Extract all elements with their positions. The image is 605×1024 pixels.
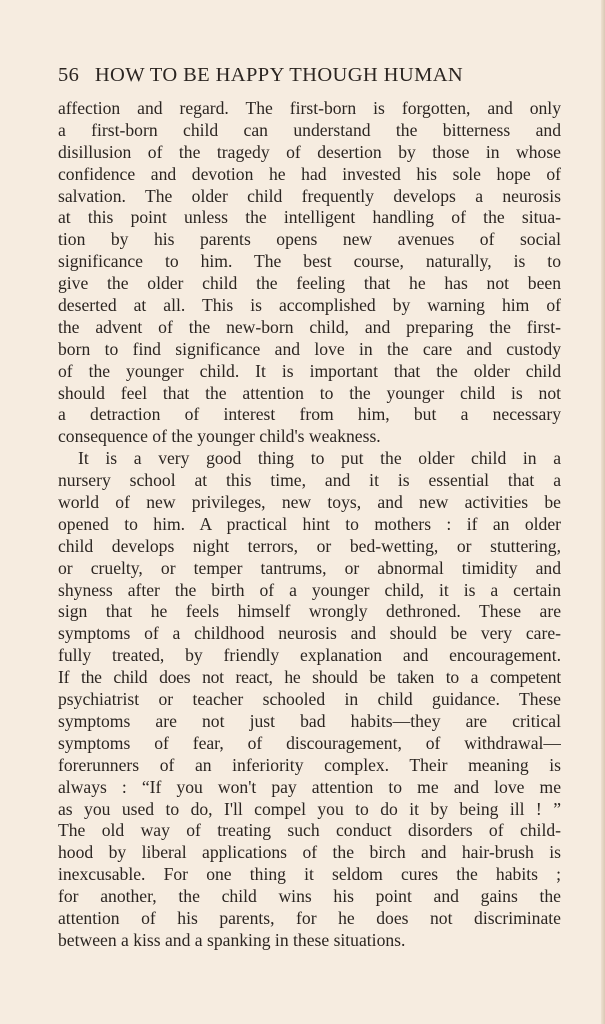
text-line: a detraction of interest from him, but a necessary: [58, 404, 561, 425]
text-line: world of new privileges, new toys, and new activities be: [58, 492, 561, 513]
text-line: inexcusable. For one thing it seldom cures the habits ;: [58, 864, 561, 885]
text-line-paragraph-end: consequence of the younger child's weakness.: [58, 426, 381, 447]
text-line-paragraph-end: between a kiss and a spanking in these situations.: [58, 929, 406, 950]
text-line: shyness after the birth of a younger child, it is a certain: [58, 579, 561, 600]
text-line: attention of his parents, for he does not discriminate: [58, 907, 561, 928]
text-line: symptoms are not just bad habits—they are critical: [58, 710, 561, 731]
text-line-paragraph-start: It is a very good thing to put the older child in a: [78, 448, 561, 469]
text-line: tion by his parents opens new avenues of social: [58, 229, 561, 250]
running-header: [58, 64, 558, 92]
text-line: hood by liberal applications of the birch and hair-brush is: [58, 842, 561, 863]
text-line: sign that he feels himself wrongly dethroned. These are: [58, 601, 561, 622]
text-line: symptoms of fear, of discouragement, of withdrawal—: [58, 732, 561, 753]
text-line: always : “If you won't pay attention to me and love me: [58, 776, 561, 797]
text-line: as you used to do, I'll compel you to do it by being ill ! ”: [58, 798, 561, 819]
text-line: disillusion of the tragedy of desertion by those in whose: [58, 141, 561, 162]
text-line: symptoms of a childhood neurosis and should be very care-: [58, 623, 561, 644]
text-line: forerunners of an inferiority complex. Their meaning is: [58, 754, 561, 775]
text-line: child develops night terrors, or bed-wetting, or stuttering,: [58, 535, 561, 556]
text-line: a first-born child can understand the bitterness and: [58, 119, 561, 140]
text-line: of the younger child. It is important that the older child: [58, 360, 561, 381]
text-line: The old way of treating such conduct disorders of child-: [58, 820, 561, 841]
text-line: opened to him. A practical hint to mothers : if an older: [58, 513, 561, 534]
text-line: deserted at all. This is accomplished by warning him of: [58, 295, 561, 316]
text-line: salvation. The older child frequently develops a neurosis: [58, 185, 561, 206]
text-line: confidence and devotion he had invested his sole hope of: [58, 163, 561, 184]
text-line: at this point unless the intelligent handling of the situa-: [58, 207, 561, 228]
text-line: If the child does not react, he should be taken to a competent: [58, 667, 561, 688]
text-line: should feel that the attention to the younger child is not: [58, 382, 561, 403]
text-line: give the older child the feeling that he has not been: [58, 273, 561, 294]
text-line: the advent of the new-born child, and preparing the first-: [58, 316, 561, 337]
text-line: born to find significance and love in the care and custody: [58, 338, 561, 359]
text-line: psychiatrist or teacher schooled in child guidance. These: [58, 689, 561, 710]
text-line: affection and regard. The first-born is forgotten, and only: [58, 98, 561, 118]
running-title: HOW TO BE HAPPY THOUGH HUMAN: [94, 64, 464, 86]
text-line: fully treated, by friendly explanation and encouragement.: [58, 645, 561, 666]
text-line: for another, the child wins his point and gains the: [58, 886, 561, 907]
page-edge: [601, 0, 605, 1024]
text-line: or cruelty, or temper tantrums, or abnormal timidity and: [58, 557, 561, 578]
text-line: significance to him. The best course, naturally, is to: [58, 251, 561, 272]
page-number: 56: [58, 64, 80, 86]
text-line: nursery school at this time, and it is essential that a: [58, 470, 561, 491]
body-text: [58, 98, 561, 952]
